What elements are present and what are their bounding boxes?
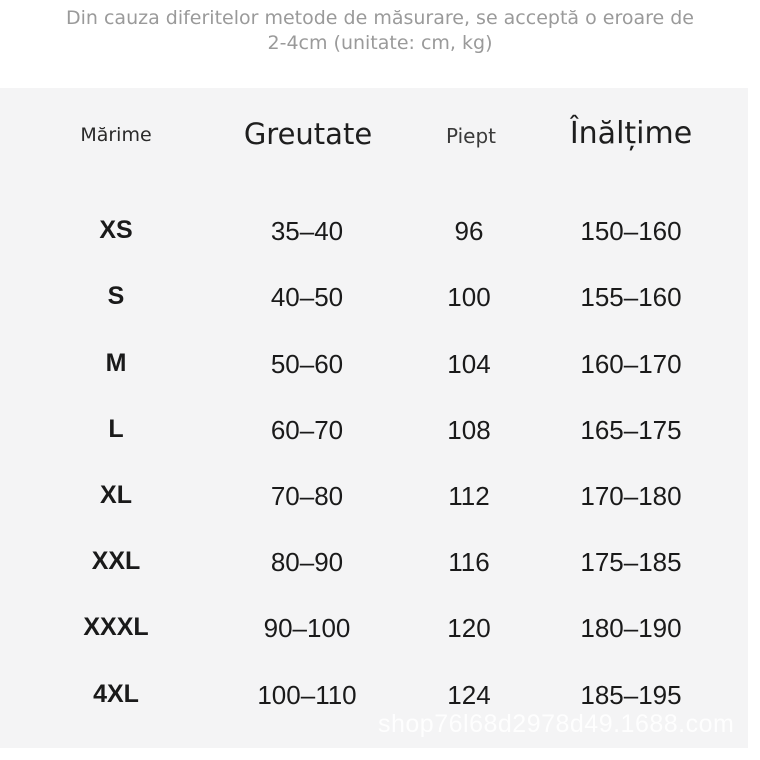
size-cell: M bbox=[105, 349, 127, 377]
chest-cell: 104 bbox=[447, 349, 491, 379]
height-cell: 180–190 bbox=[580, 613, 682, 643]
note-line-1: Din cauza diferitelor metode de măsurare, se acceptă o eroare de bbox=[66, 7, 694, 29]
header-height: Înălțime bbox=[569, 116, 693, 151]
weight-cell: 50–60 bbox=[270, 349, 344, 379]
note-line-2: 2-4cm (unitate: cm, kg) bbox=[267, 32, 493, 54]
table-row bbox=[0, 415, 760, 455]
chest-cell: 108 bbox=[447, 415, 491, 445]
size-chart-panel bbox=[0, 88, 748, 748]
table-row bbox=[0, 481, 760, 521]
height-cell: 150–160 bbox=[580, 216, 682, 246]
size-cell: XXL bbox=[91, 547, 141, 575]
size-cell: 4XL bbox=[93, 680, 139, 708]
size-cell: XL bbox=[100, 481, 132, 509]
chest-cell: 96 bbox=[454, 216, 484, 246]
header-size: Mărime bbox=[80, 124, 152, 146]
table-header bbox=[0, 88, 760, 182]
weight-cell: 35–40 bbox=[270, 216, 344, 246]
measurement-note bbox=[0, 6, 760, 56]
header-chest: Piept bbox=[445, 124, 497, 148]
weight-cell: 80–90 bbox=[270, 547, 344, 577]
table-row bbox=[0, 282, 760, 322]
weight-cell: 90–100 bbox=[263, 613, 351, 643]
height-cell: 165–175 bbox=[580, 415, 682, 445]
height-cell: 155–160 bbox=[580, 282, 682, 312]
table-row bbox=[0, 349, 760, 389]
header-weight: Greutate bbox=[243, 117, 373, 151]
chest-cell: 112 bbox=[448, 481, 490, 511]
weight-cell: 70–80 bbox=[270, 481, 344, 511]
height-cell: 160–170 bbox=[580, 349, 682, 379]
size-cell: S bbox=[107, 282, 125, 310]
weight-cell: 60–70 bbox=[270, 415, 344, 445]
table-row bbox=[0, 216, 760, 256]
shop-watermark: shop76l68d2978d49.1688.com bbox=[378, 710, 735, 738]
size-cell: XS bbox=[99, 216, 133, 244]
chest-cell: 124 bbox=[447, 680, 491, 710]
weight-cell: 40–50 bbox=[270, 282, 344, 312]
chest-cell: 116 bbox=[448, 547, 490, 577]
size-cell: L bbox=[108, 415, 124, 443]
table-row bbox=[0, 547, 760, 587]
height-cell: 185–195 bbox=[580, 680, 682, 710]
height-cell: 175–185 bbox=[580, 547, 682, 577]
table-row bbox=[0, 613, 760, 653]
height-cell: 170–180 bbox=[580, 481, 682, 511]
chest-cell: 120 bbox=[447, 613, 491, 643]
weight-cell: 100–110 bbox=[257, 680, 357, 710]
size-cell: XXXL bbox=[83, 613, 149, 641]
chest-cell: 100 bbox=[447, 282, 491, 312]
